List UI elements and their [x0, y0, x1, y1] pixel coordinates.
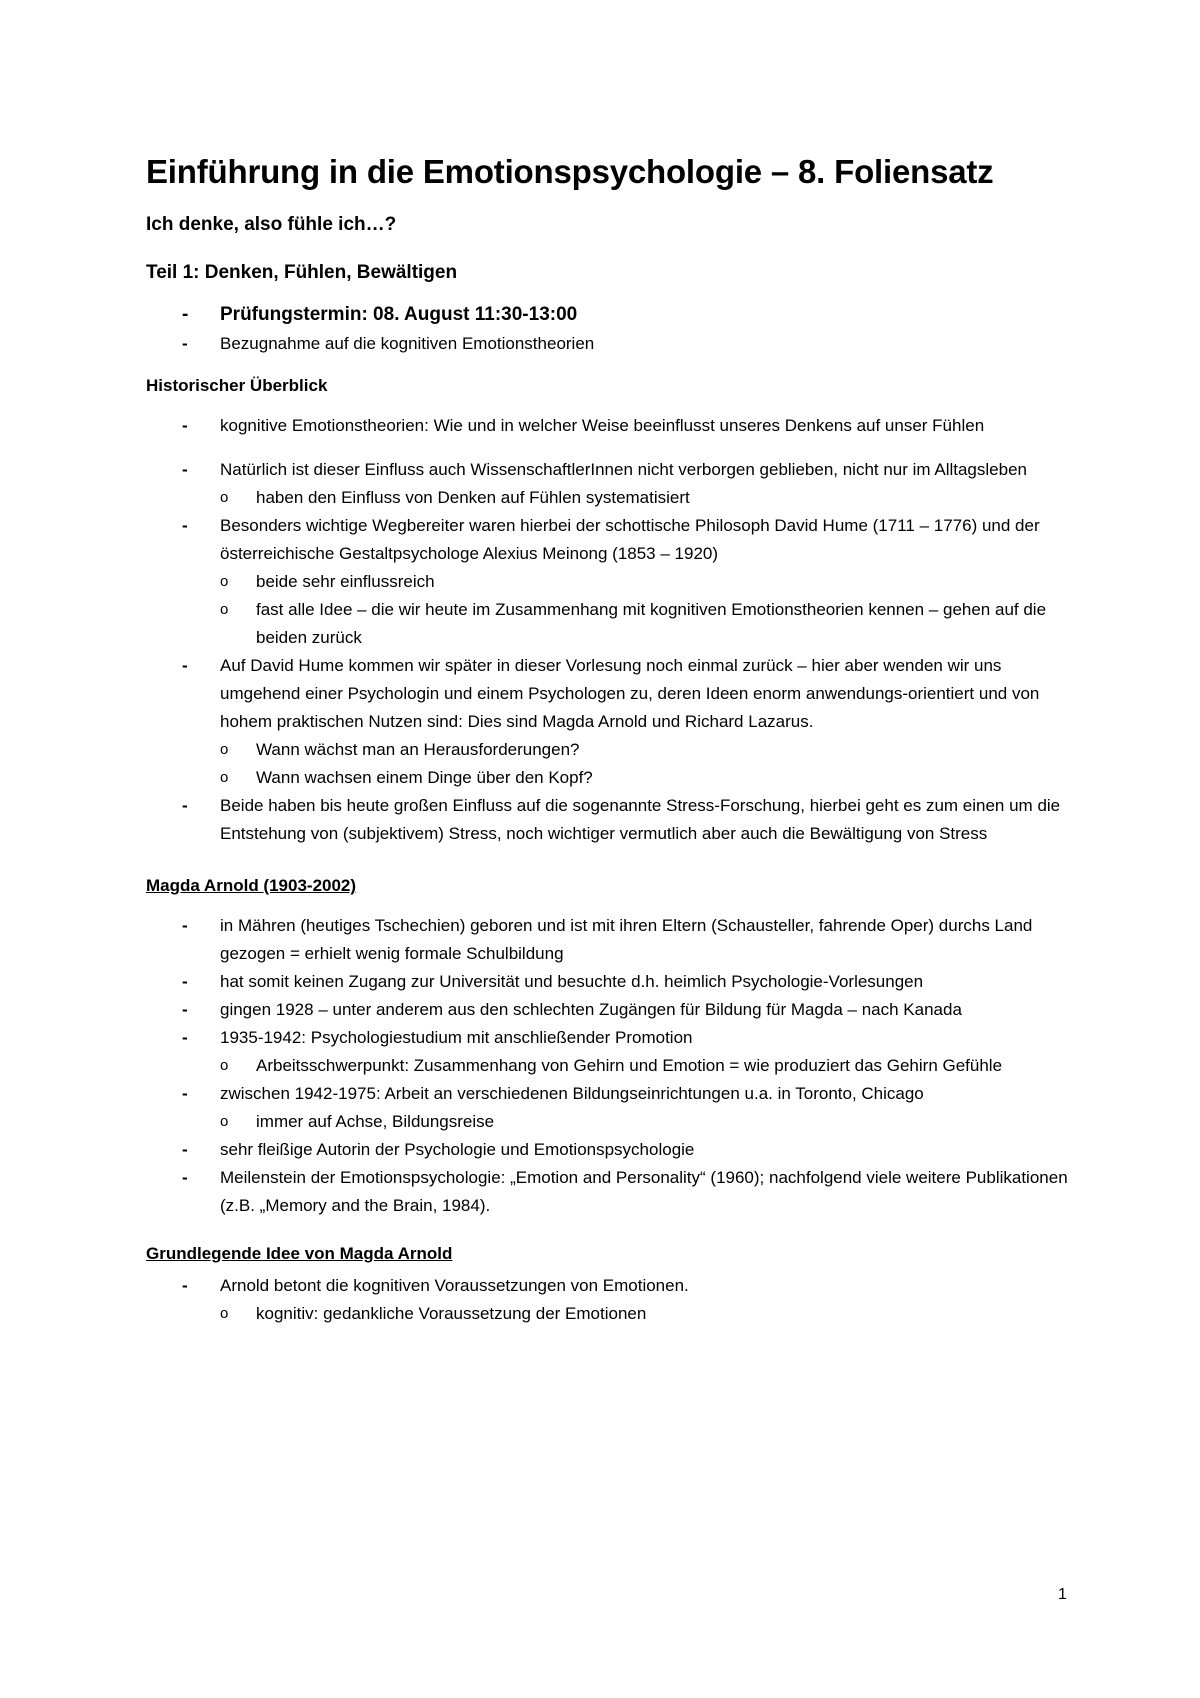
sub-list-item-text: immer auf Achse, Bildungsreise	[256, 1112, 495, 1131]
list-item-text: hat somit keinen Zugang zur Universität und besuchte d.h. heimlich Psychologie-Vorlesungen	[220, 972, 924, 991]
circle-bullet: o	[220, 573, 229, 590]
section-list-basic-idea	[146, 1272, 1072, 1328]
list-item	[146, 968, 1072, 996]
dash-bullet: -	[182, 1028, 188, 1047]
list-item	[146, 996, 1072, 1024]
dash-bullet: -	[182, 656, 188, 675]
sub-list	[220, 568, 1072, 652]
dash-bullet: -	[182, 1084, 188, 1103]
list-item	[146, 1080, 1072, 1136]
list-item-text: Prüfungstermin: 08. August 11:30-13:00	[220, 304, 578, 325]
list-item	[146, 330, 1072, 358]
sub-list-item	[220, 764, 1072, 792]
list-item-text: gingen 1928 – unter anderem aus den schlechten Zugängen für Bildung für Magda – nach Kanada	[220, 1000, 962, 1019]
sub-list	[220, 1300, 1072, 1328]
circle-bullet: o	[220, 1113, 229, 1130]
dash-bullet: -	[182, 416, 188, 435]
list-item-text: Besonders wichtige Wegbereiter waren hierbei der schottische Philosoph David Hume (1711 – 1776) und der österreichische Gestaltpsychologe Alexius Meinong (1853 – 1920)	[220, 516, 1040, 563]
sub-list-item-text: haben den Einfluss von Denken auf Fühlen systematisiert	[256, 488, 690, 507]
part-heading: Teil 1: Denken, Fühlen, Bewältigen	[146, 262, 458, 283]
dash-bullet: -	[182, 1000, 188, 1019]
dash-bullet: -	[182, 334, 188, 353]
sub-list-item-text: beide sehr einflussreich	[256, 572, 435, 591]
list-item-text: sehr fleißige Autorin der Psychologie und Emotionspsychologie	[220, 1140, 695, 1159]
sub-list-item-text: fast alle Idee – die wir heute im Zusammenhang mit kognitiven Emotionstheorien kennen – gehen auf die beiden zurück	[256, 600, 1047, 647]
sub-list-item	[220, 1108, 1072, 1136]
dash-bullet: -	[182, 516, 188, 535]
list-item-text: Beide haben bis heute großen Einfluss auf die sogenannte Stress-Forschung, hierbei geht es zum einen um die Entstehung von (subjektivem) Stress, noch wichtiger vermutlich aber auch die Bewältigung von Stress	[220, 796, 1061, 843]
list-item-text: 1935-1942: Psychologiestudium mit anschließender Promotion	[220, 1028, 693, 1047]
section-heading-basic-idea: Grundlegende Idee von Magda Arnold	[146, 1244, 453, 1263]
document-subtitle: Ich denke, also fühle ich…?	[146, 214, 397, 235]
circle-bullet: o	[220, 1057, 229, 1074]
list-item-text: Arnold betont die kognitiven Voraussetzungen von Emotionen.	[220, 1276, 689, 1295]
page-content	[146, 150, 1072, 1328]
dash-bullet: -	[182, 916, 188, 935]
sub-list	[220, 484, 1072, 512]
page-number: 1	[1058, 1586, 1067, 1603]
section-heading-magda-arnold: Magda Arnold (1903-2002)	[146, 876, 357, 895]
list-item	[146, 412, 1072, 440]
list-item-text: Meilenstein der Emotionspsychologie: „Emotion and Personality“ (1960); nachfolgend viele weitere Publikationen (z.B. „Memory and the Brain, 1984).	[220, 1168, 1068, 1215]
list-item	[146, 912, 1072, 968]
list-item-text: kognitive Emotionstheorien: Wie und in welcher Weise beeinflusst unseres Denkens auf unser Fühlen	[220, 416, 985, 435]
sub-list-item-text: Wann wachsen einem Dinge über den Kopf?	[256, 768, 593, 787]
sub-list	[220, 1108, 1072, 1136]
list-item	[146, 456, 1072, 512]
sub-list-item	[220, 1300, 1072, 1328]
list-item	[146, 1136, 1072, 1164]
section-list-historical	[146, 412, 1072, 848]
sub-list-item	[220, 596, 1072, 652]
sub-list-item-text: kognitiv: gedankliche Voraussetzung der Emotionen	[256, 1304, 647, 1323]
list-item	[146, 1272, 1072, 1328]
dash-bullet: -	[182, 972, 188, 991]
dash-bullet: -	[182, 460, 188, 479]
dash-bullet: -	[182, 1276, 188, 1295]
list-item	[146, 652, 1072, 792]
sub-list	[220, 736, 1072, 792]
sub-list-item-text: Arbeitsschwerpunkt: Zusammenhang von Gehirn und Emotion = wie produziert das Gehirn Gefühle	[256, 1056, 1003, 1075]
intro-list	[146, 300, 1072, 358]
section-heading-historical: Historischer Überblick	[146, 376, 328, 395]
list-item	[146, 300, 1072, 330]
circle-bullet: o	[220, 1305, 229, 1322]
sub-list	[220, 1052, 1072, 1080]
list-item	[146, 1164, 1072, 1220]
list-item	[146, 512, 1072, 652]
section-list-magda-arnold	[146, 912, 1072, 1220]
sub-list-item	[220, 568, 1072, 596]
circle-bullet: o	[220, 489, 229, 506]
circle-bullet: o	[220, 601, 229, 618]
document-title: Einführung in die Emotionspsychologie – 8. Foliensatz	[146, 153, 994, 190]
list-item-text: Natürlich ist dieser Einfluss auch WissenschaftlerInnen nicht verborgen geblieben, nicht nur im Alltagsleben	[220, 460, 1027, 479]
sub-list-item	[220, 484, 1072, 512]
dash-bullet: -	[182, 1140, 188, 1159]
circle-bullet: o	[220, 769, 229, 786]
list-item-text: in Mähren (heutiges Tschechien) geboren und ist mit ihren Eltern (Schausteller, fahrende Oper) durchs Land gezogen = erhielt wenig formale Schulbildung	[220, 916, 1033, 963]
list-item-text: Bezugnahme auf die kognitiven Emotionstheorien	[220, 334, 595, 353]
sub-list-item	[220, 1052, 1072, 1080]
dash-bullet: -	[182, 796, 188, 815]
dash-bullet: -	[182, 1168, 188, 1187]
list-item-text: zwischen 1942-1975: Arbeit an verschiedenen Bildungseinrichtungen u.a. in Toronto, Chicago	[220, 1084, 924, 1103]
list-item-text: Auf David Hume kommen wir später in dieser Vorlesung noch einmal zurück – hier aber wenden wir uns umgehend einer Psychologin und einem Psychologen zu, deren Ideen enorm anwendungs-orientiert und von hohem praktischen Nutzen sind: Dies sind Magda Arnold und Richard Lazarus.	[220, 656, 1040, 731]
sub-list-item-text: Wann wächst man an Herausforderungen?	[256, 740, 580, 759]
list-item	[146, 1024, 1072, 1080]
list-item	[146, 792, 1072, 848]
sub-list-item	[220, 736, 1072, 764]
circle-bullet: o	[220, 741, 229, 758]
dash-bullet: -	[182, 304, 189, 325]
